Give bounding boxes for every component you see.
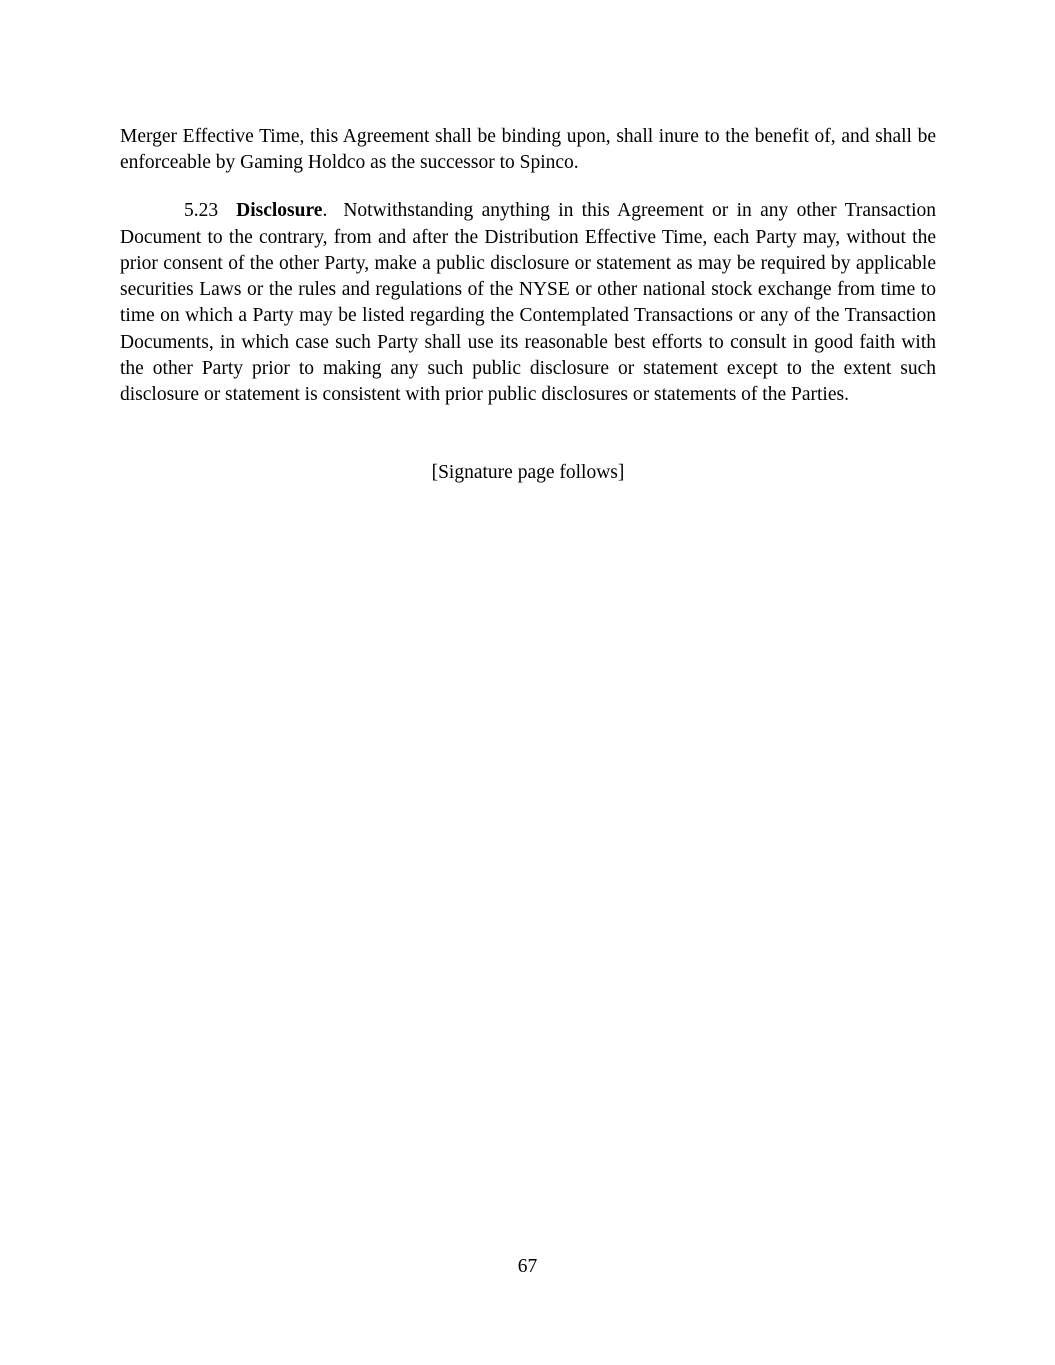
signature-page-note: [Signature page follows]	[431, 462, 625, 484]
section-number: 5.23	[184, 200, 219, 222]
carryover-paragraph: Merger Effective Time, this Agreement shall be binding upon, shall inure to the benefit of, and shall be enforceable by Gaming Holdco as the successor to Spinco.	[120, 126, 936, 174]
page-number: 67	[517, 1256, 538, 1277]
section-title-suffix: .	[322, 200, 328, 222]
section-title: Disclosure	[236, 200, 323, 222]
section-body-text: Notwithstanding anything in this Agreement or in any other Transaction Document to the contrary, from and after the Distribution Effective Time, each Party may, without the prior consent of the other Party, make a public disclosure or statement as may be required by applicable securities Laws or the rules and regulations of the NYSE or other national stock exchange from time to time on which a Party may be listed regarding the Contemplated Transactions or any of the Transaction Documents, in which case such Party shall use its reasonable best efforts to consult in good faith with the other Party prior to making any such public disclosure or statement except to the extent such disclosure or statement is consistent with prior public disclosures or statements of the Parties.	[120, 200, 936, 405]
document-body	[120, 124, 936, 486]
section-5-23-paragraph	[120, 198, 936, 408]
